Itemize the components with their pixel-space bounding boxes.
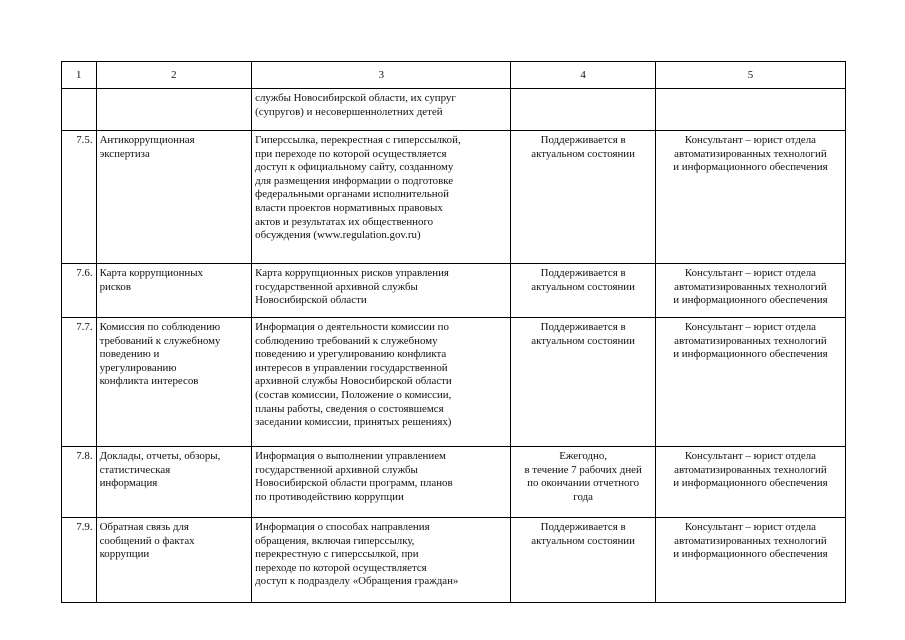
header-col-3: 3	[252, 62, 511, 89]
row-name: Антикоррупционная экспертиза	[96, 131, 252, 264]
header-col-5: 5	[655, 62, 845, 89]
row-name: Доклады, отчеты, обзоры, статистическая информация	[96, 447, 252, 518]
row-responsible	[655, 89, 845, 131]
row-period: Поддерживается в актуальном состоянии	[511, 318, 655, 447]
row-responsible: Консультант – юрист отдела автоматизированных технологий и информационного обеспечения	[655, 131, 845, 264]
table-row	[62, 131, 846, 264]
row-content: Карта коррупционных рисков управления государственной архивной службы Новосибирской области	[252, 264, 511, 318]
row-responsible: Консультант – юрист отдела автоматизированных технологий и информационного обеспечения	[655, 318, 845, 447]
row-responsible: Консультант – юрист отдела автоматизированных технологий и информационного обеспечения	[655, 518, 845, 603]
row-number: 7.8.	[62, 447, 97, 518]
row-number: 7.7.	[62, 318, 97, 447]
row-content: Информация о способах направления обращения, включая гиперссылку, перекрестную с гиперссылкой, при переходе по которой осуществляется доступ к подразделу «Обращения граждан»	[252, 518, 511, 603]
row-period	[511, 89, 655, 131]
row-number	[62, 89, 97, 131]
row-number: 7.9.	[62, 518, 97, 603]
table-row	[62, 518, 846, 603]
row-name: Карта коррупционных рисков	[96, 264, 252, 318]
row-name	[96, 89, 252, 131]
row-responsible: Консультант – юрист отдела автоматизированных технологий и информационного обеспечения	[655, 447, 845, 518]
header-col-4: 4	[511, 62, 655, 89]
row-number: 7.6.	[62, 264, 97, 318]
row-content: Информация о выполнении управлением государственной архивной службы Новосибирской области программ, планов по противодействию коррупции	[252, 447, 511, 518]
row-period: Поддерживается в актуальном состоянии	[511, 264, 655, 318]
row-name: Обратная связь для сообщений о фактах коррупции	[96, 518, 252, 603]
row-content: Информация о деятельности комиссии по соблюдению требований к служебному поведению и урегулированию конфликта интересов в управлении государственной архивной службы Новосибирской области (состав комиссии, Положение о комиссии, планы работы, сведения о состоявшемся заседании комиссии, принятых решениях)	[252, 318, 511, 447]
table-row	[62, 89, 846, 131]
row-content: службы Новосибирской области, их супруг (супругов) и несовершеннолетних детей	[252, 89, 511, 131]
header-col-1: 1	[62, 62, 97, 89]
table-row	[62, 447, 846, 518]
row-responsible: Консультант – юрист отдела автоматизированных технологий и информационного обеспечения	[655, 264, 845, 318]
measures-table	[61, 61, 846, 603]
table-row	[62, 318, 846, 447]
row-number: 7.5.	[62, 131, 97, 264]
row-content: Гиперссылка, перекрестная с гиперссылкой, при переходе по которой осуществляется доступ к официальному сайту, созданному для размещения информации о подготовке федеральными органами исполнительной власти проектов нормативных правовых актов и результатах их общественного обсуждения (www.regulation.gov.ru)	[252, 131, 511, 264]
row-name: Комиссия по соблюдению требований к служебному поведению и урегулированию конфликта интересов	[96, 318, 252, 447]
row-period: Ежегодно, в течение 7 рабочих дней по окончании отчетного года	[511, 447, 655, 518]
header-col-2: 2	[96, 62, 252, 89]
row-period: Поддерживается в актуальном состоянии	[511, 518, 655, 603]
header-row	[62, 62, 846, 89]
row-period: Поддерживается в актуальном состоянии	[511, 131, 655, 264]
table-row	[62, 264, 846, 318]
